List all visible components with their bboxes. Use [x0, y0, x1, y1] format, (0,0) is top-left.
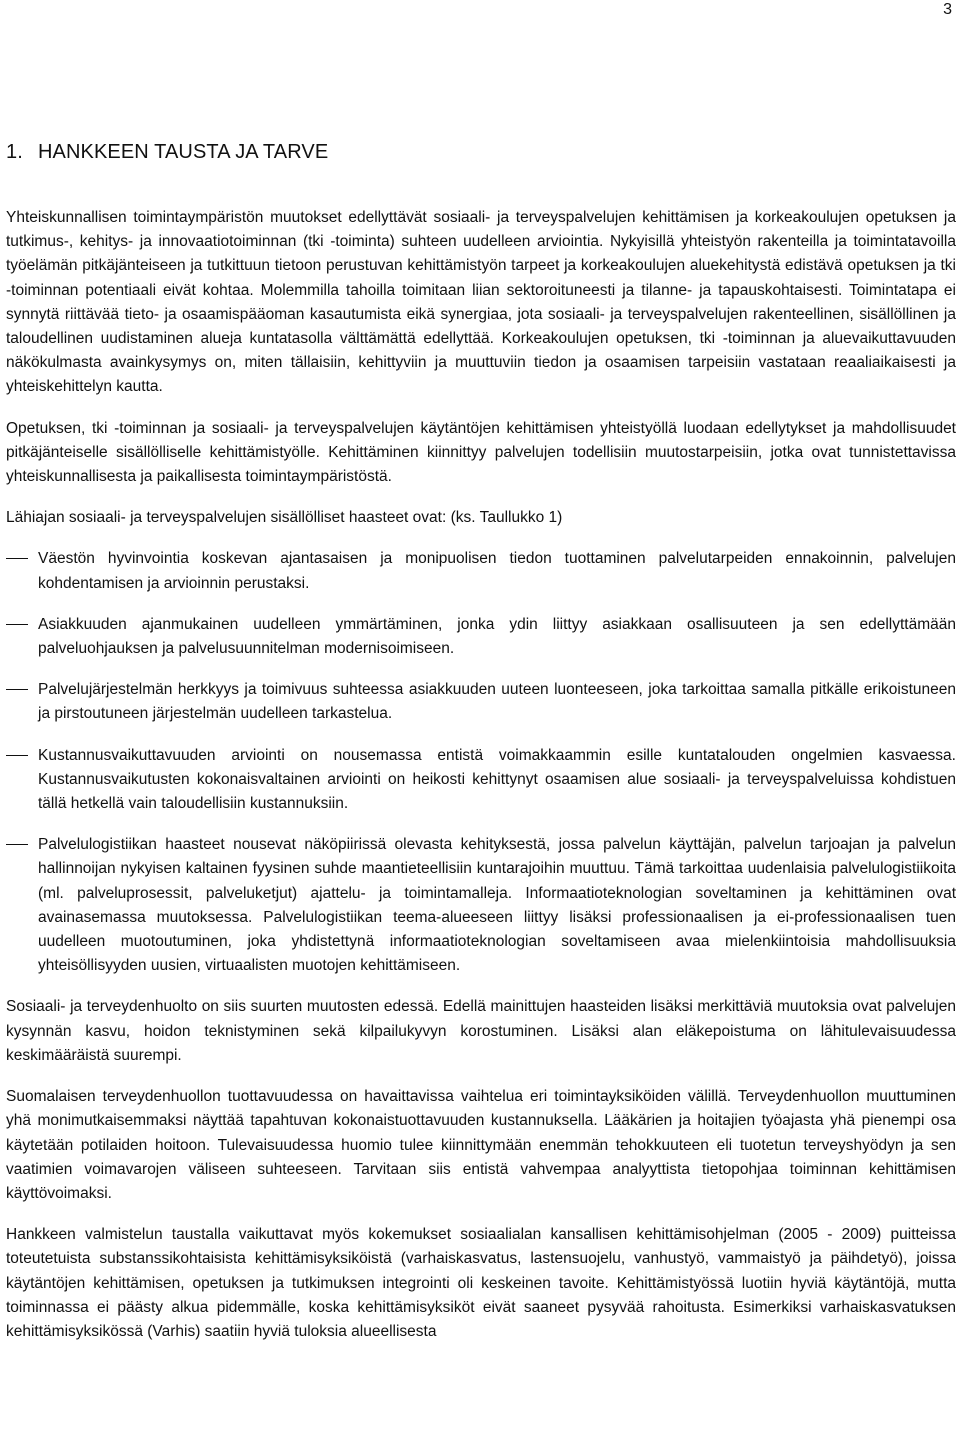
list-item	[6, 744, 956, 817]
list-item-text: Palvelujärjestelmän herkkyys ja toimivuus suhteessa asiakkuuden uuteen luonteeseen, joka tarkoittaa samalla pitkälle erikoistuneen ja pirstoutuneen järjestelmän uudelleen tarkastelua.	[38, 681, 956, 723]
list-item	[6, 613, 956, 661]
paragraph: Sosiaali- ja terveydenhuolto on siis suurten muutosten edessä. Edellä mainittujen haasteiden lisäksi merkittäviä muutoksia ovat palvelujen kysynnän kasvu, hoidon teknistyminen sekä kilpailukyvyn korostuminen. Lisäksi alan eläkepoistuma on lähitulevaisuudessa keskimääräistä suurempi.	[6, 998, 956, 1064]
dash-bullet-icon	[6, 755, 28, 756]
page-number: 3	[943, 1, 952, 18]
dash-bullet-icon	[6, 844, 28, 845]
dash-bullet-icon	[6, 558, 28, 559]
list-item-text: Väestön hyvinvointia koskevan ajantasaisen ja monipuolisen tiedon tuottaminen palvelutarpeiden ennakoinnin, palvelujen kohdentamisen ja arvioinnin perustaksi.	[38, 550, 956, 592]
paragraph-list-intro: Lähiajan sosiaali- ja terveyspalvelujen sisällölliset haasteet ovat: (ks. Taullukko 1)	[6, 509, 563, 527]
challenge-list	[6, 547, 956, 978]
section-title: HANKKEEN TAUSTA JA TARVE	[38, 141, 329, 163]
list-item	[6, 547, 956, 595]
document-body	[6, 206, 956, 1361]
list-item-text: Kustannusvaikuttavuuden arviointi on nousemassa entistä voimakkaammin esille kuntatalouden ongelmien kasvaessa. Kustannusvaikutusten kokonaisvaltainen arviointi on heikosti kehittynyt osaamisen alue sosiaali- ja terveyspalveluissa kohdistuen tällä hetkellä vain taloudellisiin kustannuksiin.	[38, 746, 956, 813]
list-item	[6, 678, 956, 726]
paragraph: Suomalaisen terveydenhuollon tuottavuudessa on havaittavissa vaihtelua eri toimintayksiköiden välillä. Terveydenhuollon muuttuminen yhä monimutkaisemmaksi näyttää tapahtuvan kokonaistuottavuuden kustannuksella. Lääkärien ja hoitajien työajasta yhä pienempi osa käytetään potilaiden hoitoon. Tulevaisuudessa huomio tulee kiinnittymään enemmän tehokkuuteen eli tuotetun terveyshyödyn ja sen vaatimien voimavarojen väliseen suhteeseen. Tarvitaan siis entistä vahvempaa analyyttista tietopohjaa toiminnan kehittämisen käyttövoimaksi.	[6, 1088, 956, 1202]
paragraph: Hankkeen valmistelun taustalla vaikuttavat myös kokemukset sosiaalialan kansallisen kehittämisohjelman (2005 - 2009) puitteissa toteutetuista substanssikohtaisista kehittämisyksiköistä (varhaiskasvatus, lastensuojelu, vanhustyö, vammaistyö ja päihdetyö), joissa käytäntöjen kehittämisen, opetuksen ja tutkimuksen integrointi oli keskeinen tavoite. Kehittämistyössä luotiin hyviä käytäntöjä, mutta toiminnassa ei päästy alkua pidemmälle, koska kehittämisyksiköt eivät saaneet pysyvää rahoitusta. Esimerkiksi varhaiskasvatuksen kehittämisyksikössä (Varhis) saatiin hyviä tuloksia alueellisesta	[6, 1226, 956, 1340]
dash-bullet-icon	[6, 689, 28, 690]
paragraph: Yhteiskunnallisen toimintaympäristön muutokset edellyttävät sosiaali- ja terveyspalvelujen kehittämisen ja korkeakoulujen opetuksen ja tutkimus-, kehitys- ja innovaatiotoiminnan (tki -toiminta) suhteen uudelleen arviointia. Nykyisillä yhteistyön rakenteilla ja toimintatavoilla työelämän pitkäjänteiseen ja tutkittuun tietoon perustuvan kehittämistyön tarpeet ja korkeakoulujen aluekehitystä edistävä opetuksen ja tki -toiminnan potentiaali eivät kohtaa. Molemmilla tahoilla toimitaan liian sektoroituneesti ja tilanne- ja tapauskohtaisesti. Toimintatapa ei synnytä riittävää tieto- ja osaamispääoman kasautumista eikä synergiaa, jota sosiaali- ja terveyspalvelujen rakenteellinen, sisällöllinen ja taloudellinen uudistaminen alueja kuntatasolla välttämättä edellyttää. Korkeakoulujen opetuksen, tki -toiminnan ja aluevaikuttavuuden näkökulmasta avainkysymys on, miten tällaisiin, kehittyviin ja muuttuviin tiedon ja osaamisen tarpeisiin vastataan reaaliaikaisesti ja yhteiskehittelyn kautta.	[6, 209, 956, 396]
dash-bullet-icon	[6, 624, 28, 625]
paragraph: Opetuksen, tki -toiminnan ja sosiaali- ja terveyspalvelujen käytäntöjen kehittämisen yhteistyöllä luodaan edellytykset ja mahdollisuudet pitkäjänteiselle sisällölliselle kehittämistyölle. Kehittäminen kiinnittyy palvelujen todellisiin muutostarpeisiin, jotka ovat tunnistettavissa yhteiskunnallisesta ja paikallisesta toimintaympäristöstä.	[6, 419, 956, 486]
section-number: 1.	[6, 141, 23, 163]
section-heading	[6, 138, 328, 166]
list-item-text: Palvelulogistiikan haasteet nousevat näköpiirissä olevasta kehityksestä, jossa palvelun käyttäjän, palvelun tarjoajan ja palvelun hallinnoijan nykyisen kaltainen fyysinen suhde maantieteellisiin kuntarajoihin muuttuu. Tämä tarkoittaa uudenlaisia palvelulogistiikoita (ml. palveluprosessit, palveluketjut) ajattelu- ja toimintamalleja. Informaatioteknologian soveltaminen ja kehittäminen ovat avainasemassa muutoksessa. Palvelulogistiikan teema-alueeseen liittyy lisäksi professionaalisen ja ei-professionaalisen tuen uudelleen muotoutuminen, joka yhdistettynä informaatioteknologian soveltamiseen avaa mielenkiintoisia mahdollisuuksia yhteisöllisyyden uusien, virtuaalisten muotojen kehittämiseen.	[38, 836, 956, 975]
list-item	[6, 833, 956, 978]
list-item-text: Asiakkuuden ajanmukainen uudelleen ymmärtäminen, jonka ydin liittyy asiakkaan osallisuuteen ja sen edellyttämään palveluohjauksen ja palvelusuunnitelman modernisoimiseen.	[38, 615, 956, 658]
